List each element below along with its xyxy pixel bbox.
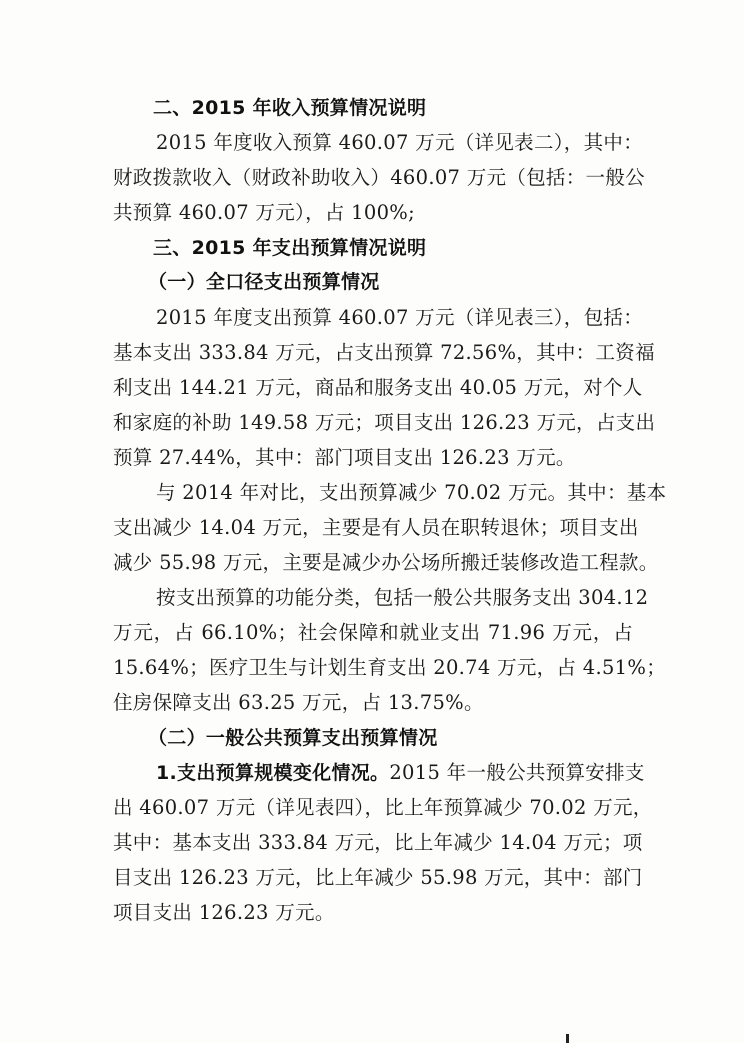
paragraph-line: 住房保障支出 63.25 万元，占 13.75%。 xyxy=(113,691,484,714)
paragraph-line: 万元，占 66.10%；社会保障和就业支出 71.96 万元，占 xyxy=(113,621,633,644)
paragraph-line xyxy=(156,761,645,785)
paragraph-line: 预算 27.44%，其中：部门项目支出 126.23 万元。 xyxy=(113,446,576,469)
section-heading-3: 三、2015 年支出预算情况说明 xyxy=(153,237,427,259)
subsection-heading-2: （二）一般公共预算支出预算情况 xyxy=(148,727,438,749)
paragraph-line: 2015 年度收入预算 460.07 万元（详见表二），其中： xyxy=(156,131,644,154)
paragraph-line: 目支出 126.23 万元，比上年减少 55.98 万元，其中：部门 xyxy=(113,866,643,889)
scan-edge-mark xyxy=(566,1034,569,1043)
paragraph-line: 减少 55.98 万元，主要是减少办公场所搬迁装修改造工程款。 xyxy=(113,551,659,574)
paragraph-line: 和家庭的补助 149.58 万元；项目支出 126.23 万元，占支出 xyxy=(113,411,656,434)
paragraph-line: 利支出 144.21 万元，商品和服务支出 40.05 万元，对个人 xyxy=(113,376,643,399)
paragraph-line: 项目支出 126.23 万元。 xyxy=(113,901,335,924)
paragraph-line: 与 2014 年对比，支出预算减少 70.02 万元。其中：基本 xyxy=(156,481,667,504)
paragraph-line: 出 460.07 万元（详见表四），比上年预算减少 70.02 万元， xyxy=(113,796,653,819)
paragraph-line: 15.64%；医疗卫生与计划生育支出 20.74 万元，占 4.51%； xyxy=(113,656,667,679)
paragraph-line: 财政拨款收入（财政补助收入）460.07 万元（包括：一般公 xyxy=(113,166,645,189)
paragraph-text: 2015 年一般公共预算安排支 xyxy=(389,761,645,784)
paragraph-line: 共预算 460.07 万元），占 100%; xyxy=(113,201,415,224)
bold-lead-in: 1.支出预算规模变化情况。 xyxy=(156,762,390,784)
paragraph-line: 按支出预算的功能分类，包括一般公共服务支出 304.12 xyxy=(156,586,649,609)
paragraph-line: 其中：基本支出 333.84 万元，比上年减少 14.04 万元；项 xyxy=(113,831,643,854)
subsection-heading-1: （一）全口径支出预算情况 xyxy=(148,271,380,293)
paragraph-line: 支出减少 14.04 万元，主要是有人员在职转退休；项目支出 xyxy=(113,516,639,539)
paragraph-line: 2015 年度支出预算 460.07 万元（详见表三），包括： xyxy=(156,306,644,329)
section-heading-2: 二、2015 年收入预算情况说明 xyxy=(153,97,427,119)
paragraph-line: 基本支出 333.84 万元，占支出预算 72.56%，其中：工资福 xyxy=(113,341,655,364)
